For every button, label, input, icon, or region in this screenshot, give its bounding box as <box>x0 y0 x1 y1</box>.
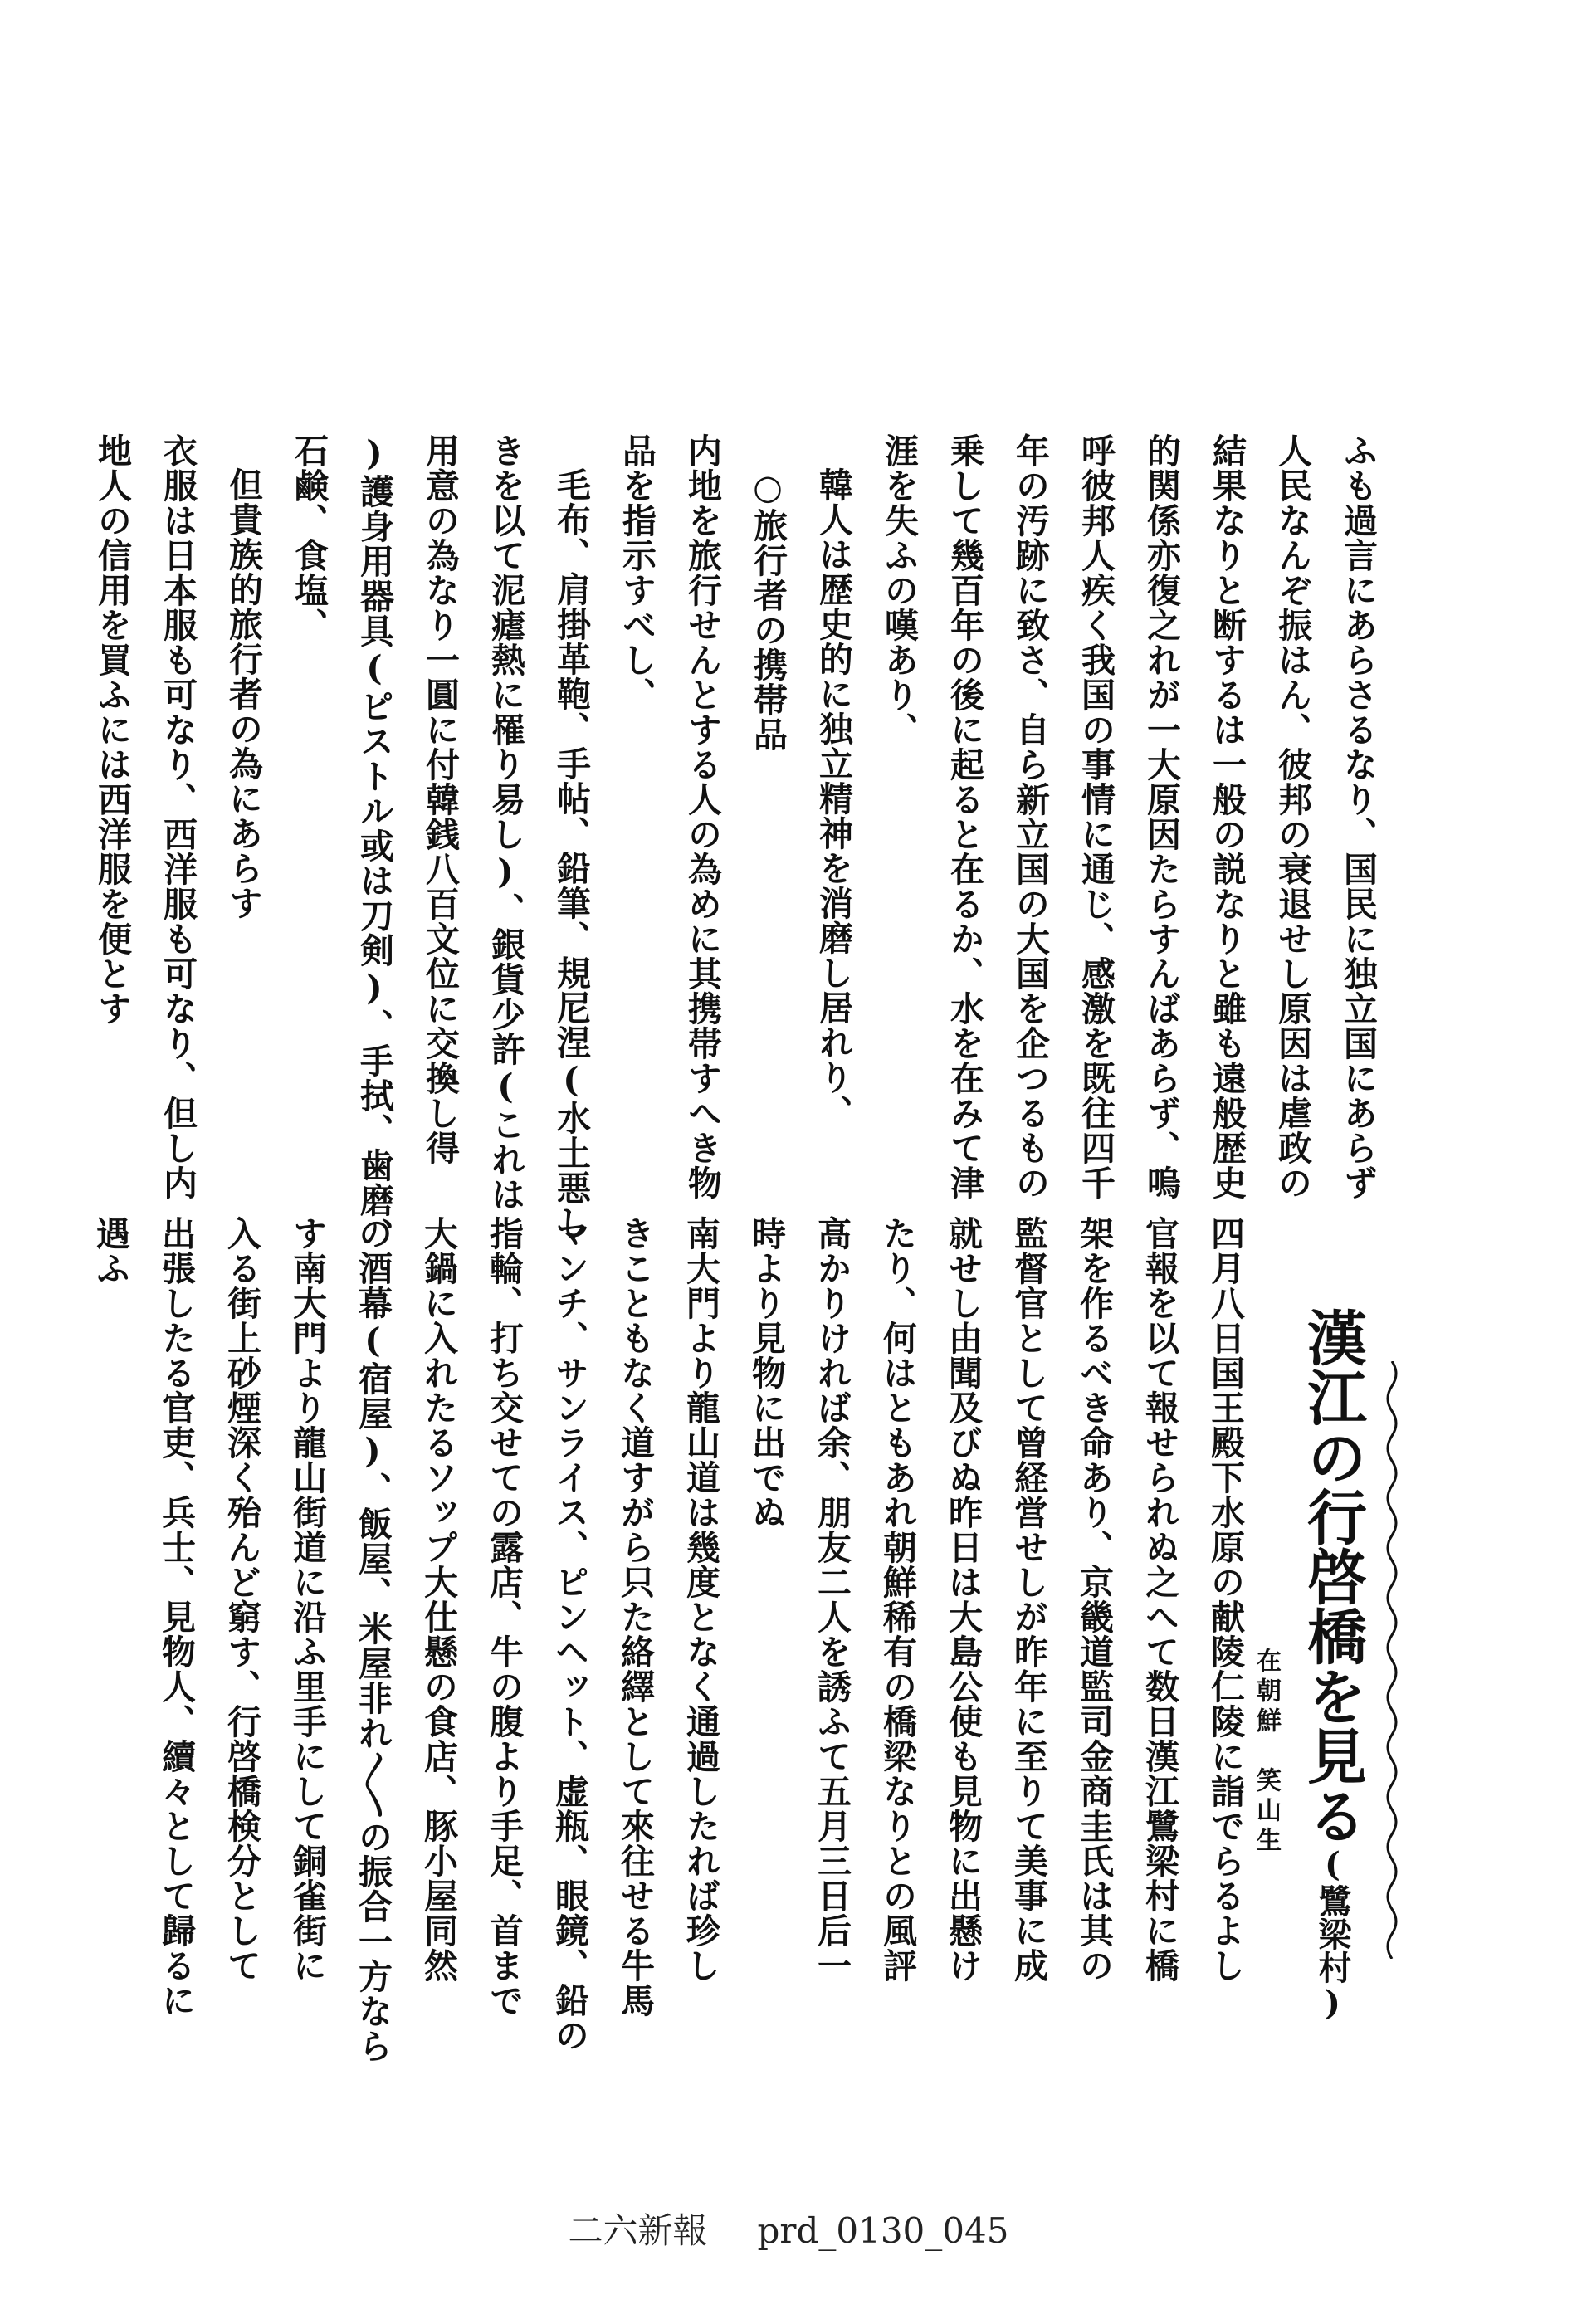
upper-column: 石鹸、食塩、 <box>289 433 329 642</box>
title-wavy-rule <box>1382 1361 1402 1959</box>
footer-source: 二六新報 <box>568 2210 708 2251</box>
lower-column: 指輪、打ち交せての露店、牛の腹より手足、首まで <box>484 1216 524 2018</box>
lower-column: たり、何はともあれ朝鮮稀有の橋梁なりとの風評 <box>877 1216 917 1983</box>
article-title <box>1295 1307 1370 2023</box>
article-author: 在朝鮮 笑山生 <box>1252 1648 1281 1857</box>
footer-page-id: prd_0130_045 <box>757 2210 1009 2251</box>
lower-column: 遇ふ <box>90 1216 130 1286</box>
lower-column: 架を作るべき命あり、京畿道監司金商圭氏は其の <box>1074 1216 1114 1983</box>
upper-column: 涯を失ふの嘆あり、 <box>879 433 919 747</box>
upper-column: 衣服は日本服も可なり、西洋服も可なり、但し内 <box>158 433 198 1200</box>
lower-column: 監督官として曾経営せしが昨年に至りて美事に成 <box>1008 1216 1048 1983</box>
upper-column: きを以て泥瘧熱に罹り易し)、銀貨少許(これは <box>486 433 525 1212</box>
lower-column: 四月八日国王殿下水原の献陵仁陵に詣でらるよし <box>1205 1216 1245 1983</box>
lower-column: の酒幕(宿屋)、飯屋、米屋非れ〳〵の振合一方なら <box>353 1216 393 2063</box>
article-title-text: 漢江の行啓橋を見る <box>1297 1307 1368 1845</box>
upper-column: 地人の信用を買ふには西洋服を便とす <box>92 433 132 1026</box>
lower-article-body <box>90 1216 1257 2071</box>
lower-column: す南大門より龍山街道に沿ふ里手にして銅雀街に <box>287 1216 327 1983</box>
lower-column: きこともなく道すがら只た絡繹として來往せる牛馬 <box>615 1216 655 2018</box>
upper-column: 的関係亦復之れが一大原因たらすんばあらず、嗚 <box>1141 433 1181 1200</box>
upper-column: )護身用器具(ピストル或は刀剣)、手拭、歯磨、 <box>354 433 394 1252</box>
lower-column: 大鍋に入れたるソップ大仕懸の食店、豚小屋同然 <box>418 1216 458 1983</box>
lower-column: マンチ、サンライス、ピンヘット、虚瓶、眼鏡、鉛の <box>549 1216 589 2053</box>
upper-column: 用意の為なり一圓に付韓銭八百文位に交換し得 <box>420 433 460 1165</box>
section-heading: ○旅行者の携帯品 <box>748 467 788 752</box>
upper-column: 年の汚跡に致さ、自ら新立国の大国を企つるもの <box>1010 433 1050 1200</box>
upper-column: 内地を旅行せんとする人の為めに其携帯すへき物 <box>682 433 722 1200</box>
article-subtitle: (鷺梁村) <box>1313 1845 1352 2023</box>
upper-column: 韓人は歴史的に独立精神を消磨し居れり、 <box>813 467 853 1130</box>
lower-column: 官報を以て報せられぬ之へて数日漢江鷺梁村に橋 <box>1140 1216 1179 1983</box>
upper-column: 品を指示すべし、 <box>617 433 657 712</box>
lower-column: 入る街上砂煙深く殆んど窮す、行啓橋検分として <box>222 1216 261 1983</box>
lower-column: 就せし由聞及びぬ昨日は大島公使も見物に出懸け <box>943 1216 983 1983</box>
upper-column: 人民なんぞ振はん、彼邦の衰退せし原因は虐政の <box>1272 433 1312 1200</box>
page-footer <box>0 2204 1577 2253</box>
upper-column: 毛布、肩掛革鞄、手帖、鉛筆、規尼涅(水土悪し <box>551 467 591 1240</box>
lower-column: 時より見物に出でぬ <box>746 1216 786 1530</box>
lower-column: 南大門より龍山道は幾度となく通過したれば珍し <box>681 1216 720 1983</box>
upper-column: 乗して幾百年の後に起ると在るか、水を在みて津 <box>945 433 984 1200</box>
upper-column: 結果なりと断するは一般の説なりと雖も遠般歴史 <box>1207 433 1247 1200</box>
lower-column: 出張したる官吏、兵士、見物人、續々として歸るに <box>156 1216 196 2018</box>
lower-column: 高かりければ余、朋友二人を誘ふて五月三日后一 <box>812 1216 852 1983</box>
upper-column: 呼彼邦人疾く我国の事情に通じ、感激を既往四千 <box>1076 433 1116 1200</box>
upper-column: ふも過言にあらさるなり、国民に独立国にあらず <box>1338 433 1378 1200</box>
upper-column: 但貴族的旅行者の為にあらす <box>223 467 263 920</box>
